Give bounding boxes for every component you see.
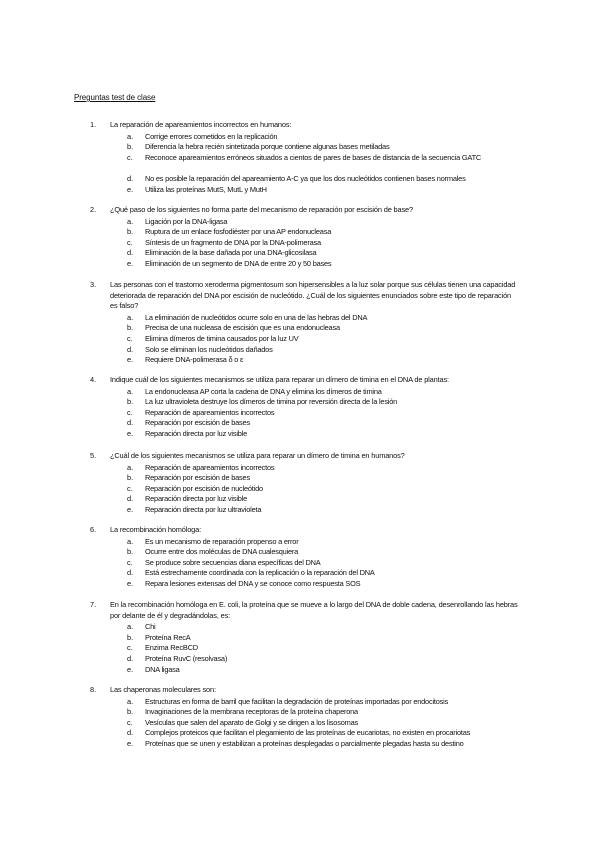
question-number: 1. xyxy=(90,120,97,129)
option-letter: b. xyxy=(127,142,134,152)
option-text: Precisa de una nucleasa de escisión que es una endonucleasa xyxy=(145,323,340,333)
option-item xyxy=(0,579,600,590)
option-item xyxy=(0,739,600,750)
question-text: Las chaperonas moleculares son: xyxy=(110,685,216,694)
option-item xyxy=(0,313,600,324)
option-text: Repara lesiones extensas del DNA y se conoce como respuesta SOS xyxy=(145,578,361,588)
option-text: Reparación por escisión de bases xyxy=(145,473,250,483)
option-letter: a. xyxy=(127,131,134,141)
option-item xyxy=(0,643,600,654)
option-letter: b. xyxy=(127,323,134,333)
option-item xyxy=(0,665,600,676)
option-letter: e. xyxy=(127,258,134,268)
option-item xyxy=(0,132,600,143)
question-text: La reparación de apareamientos incorrectos en humanos: xyxy=(110,120,292,129)
option-text: Corrige errores cometidos en la replicación xyxy=(145,131,278,141)
option-text: Proteínas que se unen y estabilizan a proteínas desplegadas o parcialmente plegadas hasta su destino xyxy=(145,738,464,748)
question-number: 2. xyxy=(90,205,97,214)
option-item xyxy=(0,323,600,334)
option-letter: d. xyxy=(127,728,134,738)
option-letter: a. xyxy=(127,216,134,226)
option-text: Es un mecanismo de reparación propenso a error xyxy=(145,536,299,546)
option-item xyxy=(0,387,600,398)
option-text: Solo se eliminan los nucleótidos dañados xyxy=(145,344,273,354)
option-item xyxy=(0,505,600,516)
option-letter: d. xyxy=(127,344,134,354)
option-letter: e. xyxy=(127,355,134,365)
option-letter: d. xyxy=(127,568,134,578)
question-number: 4. xyxy=(90,375,97,384)
option-text: Diferencia la hebra recién sintetizada porque contiene algunas bases metiladas xyxy=(145,142,390,152)
option-letter: e. xyxy=(127,428,134,438)
option-item xyxy=(0,622,600,633)
option-letter: b. xyxy=(127,227,134,237)
option-item xyxy=(0,463,600,474)
option-item xyxy=(0,494,600,505)
option-letter: a. xyxy=(127,622,134,632)
option-text: Elimina dímeros de timina causados por la luz UV xyxy=(145,333,299,343)
option-text: La eliminación de nucleótidos ocurre solo en una de las hebras del DNA xyxy=(145,312,368,322)
option-letter: c. xyxy=(127,557,133,567)
option-text: Reparación directa por luz visible xyxy=(145,428,248,438)
option-text: Reparación directa por luz ultravioleta xyxy=(145,504,262,514)
option-text: Síntesis de un fragmento de DNA por la DNA-polimerasa xyxy=(145,237,321,247)
question-number: 7. xyxy=(90,600,97,609)
option-text: Vesículas que salen del aparato de Golgi y se dirigen a los lisosomas xyxy=(145,717,358,727)
option-text: Reparación de apareamientos incorrectos xyxy=(145,462,275,472)
option-item xyxy=(0,633,600,644)
option-item xyxy=(0,185,600,196)
option-letter: c. xyxy=(127,643,133,653)
question-number: 3. xyxy=(90,280,97,289)
option-item xyxy=(0,484,600,495)
option-letter: e. xyxy=(127,184,134,194)
option-item xyxy=(0,568,600,579)
option-item xyxy=(0,718,600,729)
option-text: Reparación por escisión de nucleótido xyxy=(145,483,263,493)
option-letter: a. xyxy=(127,312,134,322)
option-letter: c. xyxy=(127,152,133,162)
option-item xyxy=(0,334,600,345)
option-text: Ruptura de un enlace fosfodiéster por una AP endonucleasa xyxy=(145,227,332,237)
option-item xyxy=(0,227,600,238)
option-item xyxy=(0,429,600,440)
option-letter: d. xyxy=(127,248,134,258)
option-text: Reparación directa por luz visible xyxy=(145,494,248,504)
option-item xyxy=(0,238,600,249)
option-text: Invaginaciones de la membrana receptoras de la proteína chaperona xyxy=(145,707,358,717)
option-letter: a. xyxy=(127,386,134,396)
option-text: Ligación por la DNA-ligasa xyxy=(145,216,228,226)
option-item xyxy=(0,707,600,718)
question-text: La recombinación homóloga: xyxy=(110,525,202,534)
question-text: Las personas con el trastorno xeroderma pigmentosum son hipersensibles a la luz solar porque sus células tienen una capacidad deteriorada de reparación del DNA por escisión de nucleótido. ¿Cuál de los siguientes enunciados sobre este tipo de reparación es falso? xyxy=(110,280,516,311)
option-item xyxy=(0,142,600,153)
question-text: ¿Qué paso de los siguientes no forma parte del mecanismo de reparación por escisión de base? xyxy=(110,205,413,214)
option-item xyxy=(0,355,600,366)
question-number: 8. xyxy=(90,685,97,694)
option-item xyxy=(0,345,600,356)
option-text: Estructuras en forma de barril que facilitan la degradación de proteínas importadas por endocitosis xyxy=(145,696,449,706)
option-text: La luz ultravioleta destruye los dímeros de timina por reversión directa de la lesión xyxy=(145,397,398,407)
option-letter: e. xyxy=(127,504,134,514)
option-item xyxy=(0,174,600,185)
option-letter: a. xyxy=(127,696,134,706)
option-text: Ocurre entre dos moléculas de DNA cualesquiera xyxy=(145,547,299,557)
option-text: Se produce sobre secuencias diana específicas del DNA xyxy=(145,557,321,567)
option-item xyxy=(0,654,600,665)
option-letter: d. xyxy=(127,173,134,183)
option-letter: c. xyxy=(127,717,133,727)
option-text: No es posible la reparación del apareamiento A-C ya que los dos nucleótidos contienen bases normales xyxy=(145,173,466,183)
option-item xyxy=(0,558,600,569)
option-item xyxy=(0,697,600,708)
option-letter: c. xyxy=(127,333,133,343)
option-letter: c. xyxy=(127,407,133,417)
option-item xyxy=(0,408,600,419)
option-text: La endonucleasa AP corta la cadena de DNA y elimina los dímeros de timina xyxy=(145,386,382,396)
option-item xyxy=(0,217,600,228)
option-letter: b. xyxy=(127,707,134,717)
question-text: En la recombinación homóloga en E. coli, la proteína que se mueve a lo largo del DNA de doble cadena, desenrollando las hebras por delante de él y degradándolas, es: xyxy=(110,600,518,620)
option-letter: e. xyxy=(127,738,134,748)
question-text: ¿Cuál de los siguientes mecanismos se utiliza para reparar un dímero de timina en humanos? xyxy=(110,451,405,460)
option-text: Complejos proteicos que facilitan el plegamiento de las proteínas de eucariotas, no existen en procariotas xyxy=(145,728,471,738)
option-item xyxy=(0,248,600,259)
option-letter: d. xyxy=(127,653,134,663)
option-item xyxy=(0,259,600,270)
option-text: Enzima RecBCD xyxy=(145,643,198,653)
option-letter: d. xyxy=(127,418,134,428)
option-text: Proteína RuvC (resolvasa) xyxy=(145,653,228,663)
question-text: Indique cuál de los siguientes mecanismos se utiliza para reparar un dímero de timina en el DNA de plantas: xyxy=(110,375,449,384)
option-item xyxy=(0,728,600,739)
option-text: Está estrechamente coordinada con la replicación o la reparación del DNA xyxy=(145,568,375,578)
option-text: Utiliza las proteínas MutS, MutL y MutH xyxy=(145,184,267,194)
option-text: Reparación por escisión de bases xyxy=(145,418,250,428)
option-item xyxy=(0,547,600,558)
option-letter: b. xyxy=(127,397,134,407)
option-letter: e. xyxy=(127,664,134,674)
option-text: Chi xyxy=(145,622,156,632)
option-text: Eliminación de un segmento de DNA de entre 20 y 50 bases xyxy=(145,258,332,268)
option-letter: c. xyxy=(127,483,133,493)
option-letter: c. xyxy=(127,237,133,247)
question-number: 5. xyxy=(90,451,97,460)
option-letter: b. xyxy=(127,547,134,557)
option-letter: d. xyxy=(127,494,134,504)
document-title: Preguntas test de clase xyxy=(74,93,156,102)
option-letter: a. xyxy=(127,536,134,546)
option-item xyxy=(0,397,600,408)
option-item xyxy=(0,418,600,429)
option-text: Reconoce apareamientos erróneos situados a cientos de pares de bases de distancia de la secuencia GATC xyxy=(145,152,482,162)
option-item xyxy=(0,537,600,548)
option-item xyxy=(0,473,600,484)
option-text: Eliminación de la base dañada por una DNA-glicosilasa xyxy=(145,248,317,258)
option-letter: e. xyxy=(127,578,134,588)
option-item xyxy=(0,153,600,164)
option-text: Requiere DNA-polimerasa δ o ε xyxy=(145,355,244,365)
option-letter: b. xyxy=(127,632,134,642)
option-text: Reparación de apareamientos incorrectos xyxy=(145,407,275,417)
option-text: Proteína RecA xyxy=(145,632,191,642)
option-letter: a. xyxy=(127,462,134,472)
question-number: 6. xyxy=(90,525,97,534)
option-letter: b. xyxy=(127,473,134,483)
option-text: DNA ligasa xyxy=(145,664,180,674)
